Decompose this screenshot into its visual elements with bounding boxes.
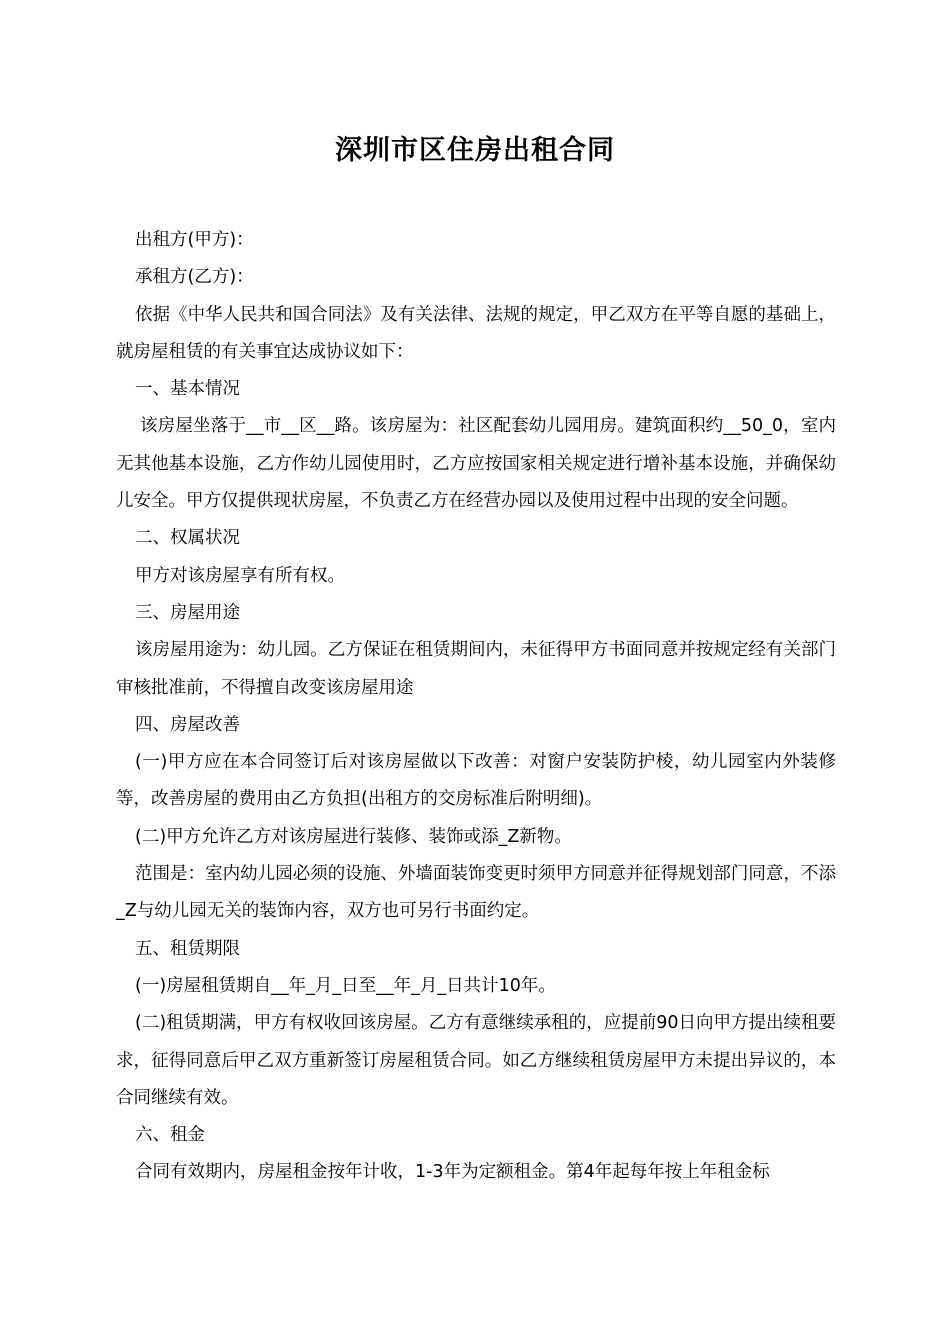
- preamble-paragraph: 依据《中华人民共和国合同法》及有关法律、法规的规定，甲乙双方在平等自愿的基础上，就房屋租赁的有关事宜达成协议如下：: [116, 304, 836, 362]
- section-heading-basic-info: 一、基本情况: [135, 379, 240, 400]
- lessee-line: 承租方(乙方)：: [135, 267, 254, 288]
- section-paragraph: 该房屋用途为：幼儿园。乙方保证在租赁期间内，未征得甲方书面同意并按规定经有关部门审核批准前，不得擅自改变该房屋用途: [116, 640, 836, 698]
- section-heading-rent: 六、租金: [135, 1125, 205, 1146]
- section-heading-ownership: 二、权属状况: [135, 528, 240, 549]
- section-paragraph: (一)房屋租赁期自__年_月_日至__年_月_日共计10年。: [135, 975, 556, 996]
- section-paragraph: 该房屋坐落于__市__区__路。该房屋为：社区配套幼儿园用房。建筑面积约__50_0，室内无其他基本设施，乙方作幼儿园使用时，乙方应按国家相关规定进行增补基本设施，并确保幼儿安全。甲方仅提供现状房屋，不负责乙方在经营办园以及使用过程中出现的安全问题。: [116, 416, 836, 512]
- document-title: 深圳市区住房出租合同: [335, 135, 615, 166]
- section-paragraph: (一)甲方应在本合同签订后对该房屋做以下改善：对窗户安装防护棱，幼儿园室内外装修等，改善房屋的费用由乙方负担(出租方的交房标准后附明细)。: [116, 752, 836, 810]
- section-paragraph: 范围是：室内幼儿园必须的设施、外墙面装饰变更时须甲方同意并征得规划部门同意，不添_Z与幼儿园无关的装饰内容，双方也可另行书面约定。: [116, 864, 836, 922]
- section-heading-lease-term: 五、租赁期限: [135, 938, 240, 959]
- lessor-line: 出租方(甲方)：: [135, 230, 254, 250]
- section-paragraph: (二)租赁期满，甲方有权收回该房屋。乙方有意继续承租的，应提前90日向甲方提出续租要求，征得同意后甲乙双方重新签订房屋租赁合同。如乙方继续租赁房屋甲方未提出异议的，本合同继续有效。: [116, 1013, 836, 1108]
- section-heading-improvement: 四、房屋改善: [135, 714, 240, 735]
- document-body: [116, 222, 836, 1192]
- section-paragraph: 甲方对该房屋享有所有权。: [135, 565, 345, 586]
- section-heading-usage: 三、房屋用途: [135, 602, 240, 623]
- section-paragraph: (二)甲方允许乙方对该房屋进行装修、装饰或添_Z新物。: [135, 826, 572, 847]
- section-paragraph: 合同有效期内，房屋租金按年计收，1-3年为定额租金。第4年起每年按上年租金标: [135, 1162, 770, 1183]
